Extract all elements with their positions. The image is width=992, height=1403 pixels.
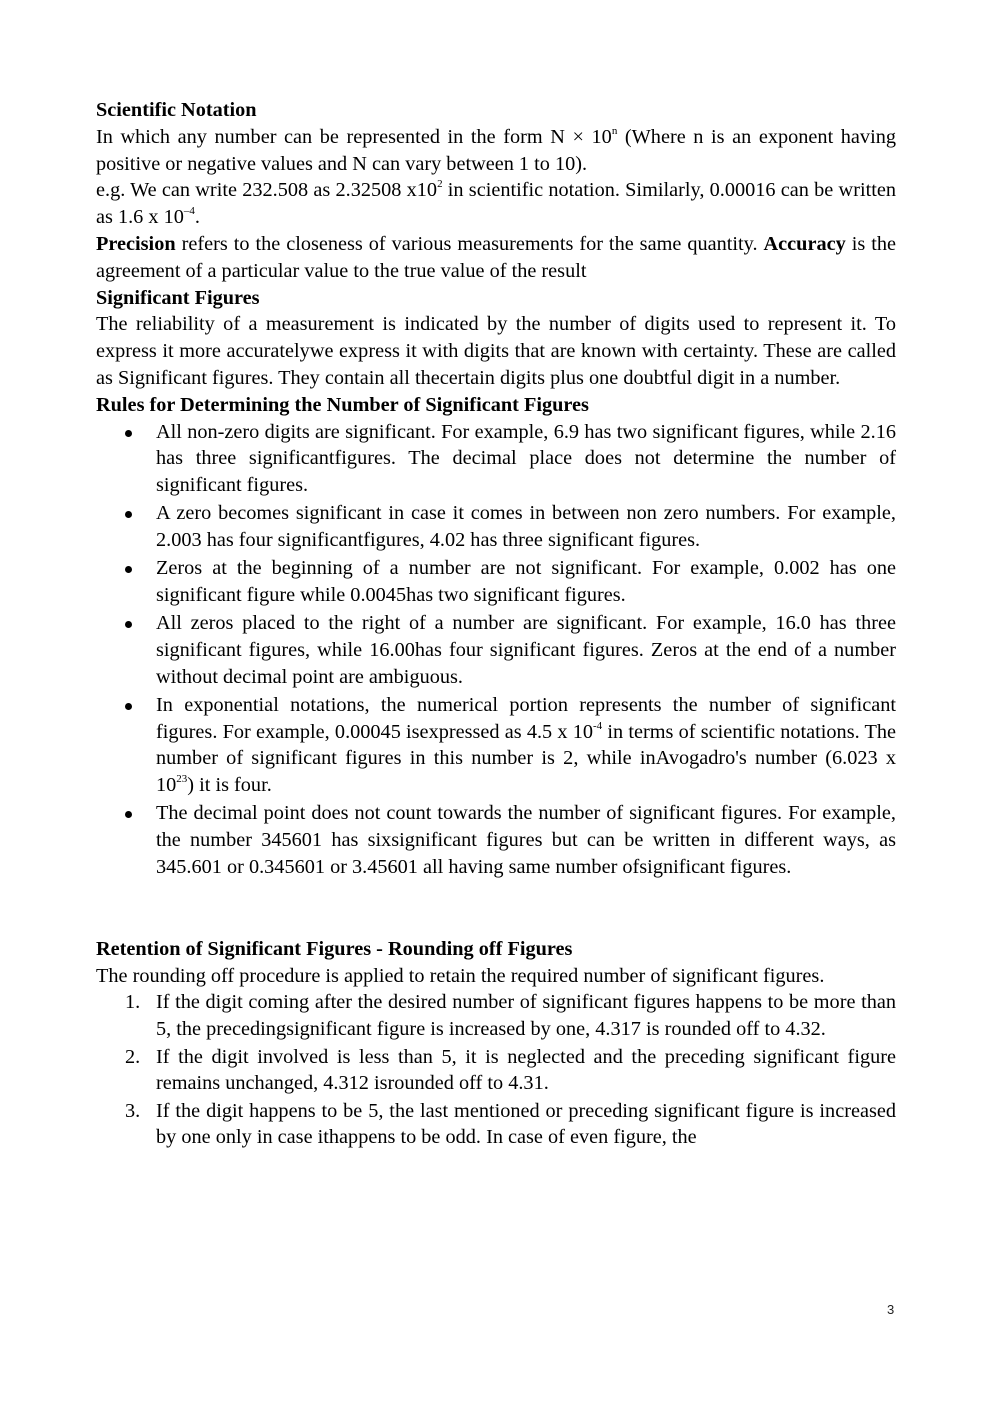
text: If the digit happens to be 5, the last mentioned or preceding significant figure is increased by one only in case ithappens to be odd. In case of even figure, the — [156, 1099, 896, 1149]
superscript: -4 — [593, 719, 603, 732]
term-precision: Precision — [96, 232, 176, 255]
list-item — [125, 989, 896, 1043]
item-number: 2. — [125, 1045, 141, 1068]
list-item: The decimal point does not count towards the number of significant figures. For example, the number 345601 has sixsignificant figures but can be written in different ways, as 345.601 or 0.345601 or 3.45601 all having same number ofsignificant figures. — [156, 800, 896, 880]
superscript: 23 — [176, 773, 188, 786]
heading-rules: Rules for Determining the Number of Significant Figures — [96, 393, 589, 416]
text: e.g. We can write 232.508 as 2.32508 x10 — [96, 179, 438, 202]
document-page — [96, 97, 896, 1152]
term-accuracy: Accuracy — [763, 232, 846, 255]
superscript: 2 — [437, 178, 443, 191]
heading-significant-figures: Significant Figures — [96, 286, 260, 309]
spacer — [96, 882, 896, 936]
list-item: A zero becomes significant in case it comes in between non zero numbers. For example, 2.003 has four significantfigures, 4.02 has three significant figures. — [156, 500, 896, 554]
superscript: n — [611, 124, 618, 137]
text: If the digit involved is less than 5, it is neglected and the preceding significant figure remains unchanged, 4.312 isrounded off to 4.31. — [156, 1045, 896, 1095]
text: (Where n is an exponent having positive or negative values and N can vary between 1 to 10). — [96, 125, 896, 175]
text: If the digit coming after the desired number of significant figures happens to be more than 5, the precedingsignificant figure is increased by one, 4.317 is rounded off to 4.32. — [156, 991, 896, 1041]
text: In exponential notations, the numerical portion represents the number of significant figures. For example, 0.00045 isexpressed as 4.5 x 10 — [156, 693, 896, 743]
text: . — [194, 206, 200, 229]
paragraph-precision-accuracy — [96, 231, 896, 285]
list-item — [156, 692, 896, 799]
paragraph-example — [96, 177, 896, 231]
text: in scientific notation. Similarly, 0.00016 can be written as 1.6 x 10 — [96, 179, 896, 229]
paragraph-rounding-off: The rounding off procedure is applied to retain the required number of significant figures. — [96, 964, 825, 987]
list-item — [125, 1044, 896, 1098]
item-number: 3. — [125, 1099, 141, 1122]
item-number: 1. — [125, 991, 141, 1014]
list-item: All zeros placed to the right of a number are significant. For example, 16.0 has three significant figures, while 16.00has four significant figures. Zeros at the end of a number without decimal point are ambiguous. — [156, 610, 896, 690]
page-number: 3 — [887, 1302, 895, 1317]
rounding-rules-list — [96, 989, 896, 1151]
text: in terms of scientific notations. The number of significant figures in this number is 2, while inAvogadro's number (6.023 x 10 — [156, 720, 897, 797]
rules-list — [96, 419, 896, 881]
text: ) it is four. — [187, 774, 272, 797]
heading-scientific-notation: Scientific Notation — [96, 99, 257, 121]
text: is the agreement of a particular value to the true value of the result — [96, 232, 896, 282]
list-item: Zeros at the beginning of a number are not significant. For example, 0.002 has one significant figure while 0.0045has two significant figures. — [156, 555, 896, 609]
list-item — [125, 1098, 896, 1152]
superscript: –4 — [183, 205, 195, 218]
text: In which any number can be represented in the form N × 10 — [96, 125, 612, 148]
text: refers to the closeness of various measurements for the same quantity. — [175, 232, 764, 255]
paragraph-significant-figures: The reliability of a measurement is indicated by the number of digits used to represent it. To express it more accuratelywe express it with digits that are known with certainty. These are called as Significant figures. They contain all thecertain digits plus one doubtful digit in a number. — [96, 313, 896, 389]
paragraph-scientific-notation-definition — [96, 124, 896, 178]
heading-rounding-off: Retention of Significant Figures - Rounding off Figures — [96, 937, 573, 960]
list-item: All non-zero digits are significant. For example, 6.9 has two significant figures, while 2.16 has three significantfigures. The decimal place does not determine the number of significant figures. — [156, 419, 896, 499]
